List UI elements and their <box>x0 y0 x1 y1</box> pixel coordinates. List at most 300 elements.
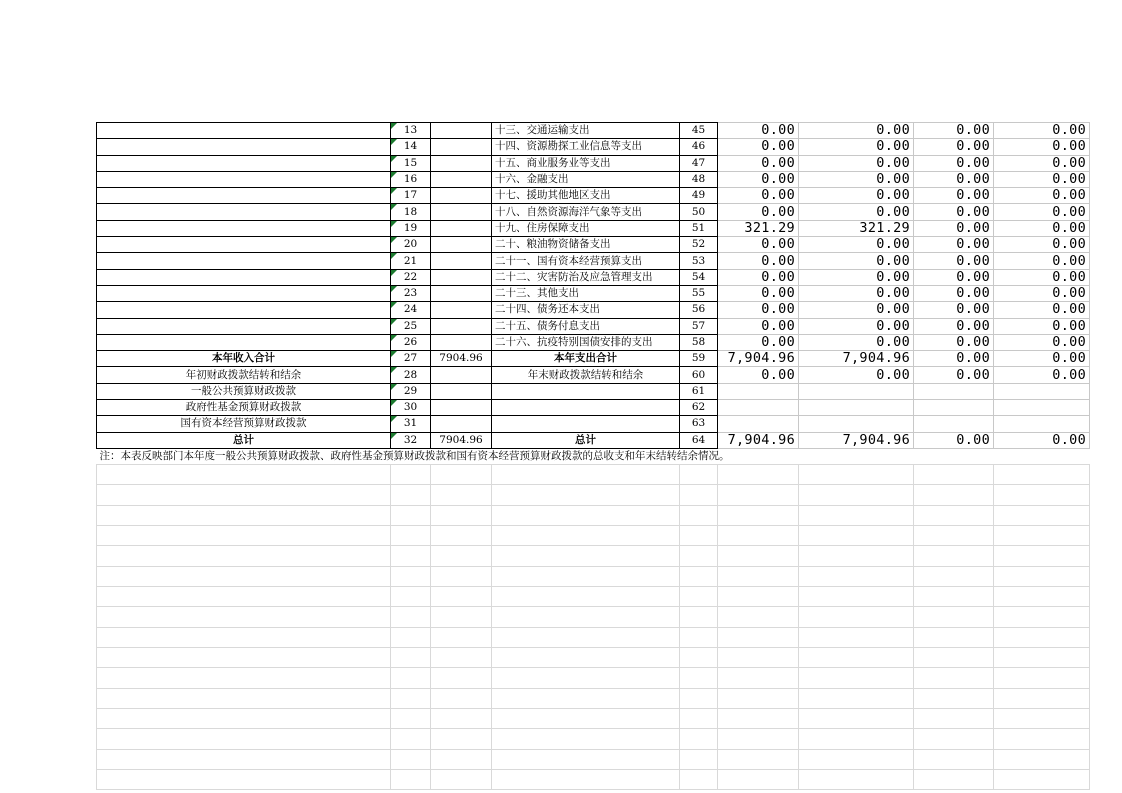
empty-cell[interactable] <box>994 648 1090 668</box>
empty-cell[interactable] <box>431 627 492 647</box>
empty-cell[interactable] <box>994 566 1090 586</box>
empty-cell[interactable] <box>718 485 799 505</box>
income-amount-cell[interactable] <box>431 367 492 383</box>
value-cell-1[interactable]: 0.00 <box>718 302 799 318</box>
income-line-number[interactable] <box>391 188 431 204</box>
income-label-cell[interactable]: 政府性基金预算财政拨款 <box>97 400 391 416</box>
empty-cell[interactable] <box>492 709 680 729</box>
value-cell-1[interactable]: 0.00 <box>718 123 799 139</box>
empty-cell[interactable] <box>391 729 431 749</box>
expense-line-number[interactable]: 62 <box>680 400 718 416</box>
expense-label-cell[interactable]: 二十三、其他支出 <box>492 285 680 301</box>
empty-cell[interactable] <box>97 668 391 688</box>
income-amount-cell[interactable] <box>431 302 492 318</box>
value-cell-3[interactable]: 0.00 <box>914 188 994 204</box>
empty-cell[interactable] <box>680 464 718 484</box>
empty-cell[interactable] <box>718 770 799 790</box>
income-amount-cell[interactable] <box>431 383 492 399</box>
empty-cell[interactable] <box>391 668 431 688</box>
value-cell-1[interactable]: 0.00 <box>718 253 799 269</box>
value-cell-1[interactable]: 0.00 <box>718 318 799 334</box>
empty-cell[interactable] <box>799 546 914 566</box>
income-label-cell[interactable] <box>97 188 391 204</box>
value-cell-4[interactable]: 0.00 <box>994 237 1090 253</box>
income-line-number[interactable] <box>391 416 431 432</box>
empty-cell[interactable] <box>994 770 1090 790</box>
value-cell-1[interactable]: 0.00 <box>718 237 799 253</box>
empty-cell[interactable] <box>799 749 914 769</box>
expense-line-number[interactable]: 52 <box>680 237 718 253</box>
income-line-number[interactable] <box>391 171 431 187</box>
value-cell-3[interactable]: 0.00 <box>914 139 994 155</box>
empty-cell[interactable] <box>718 566 799 586</box>
value-cell-4[interactable]: 0.00 <box>994 139 1090 155</box>
empty-cell[interactable] <box>431 566 492 586</box>
value-cell-1[interactable] <box>718 400 799 416</box>
empty-cell[interactable] <box>680 668 718 688</box>
empty-cell[interactable] <box>799 627 914 647</box>
empty-cell[interactable] <box>492 688 680 708</box>
empty-cell[interactable] <box>97 485 391 505</box>
value-cell-1[interactable]: 0.00 <box>718 367 799 383</box>
value-cell-1[interactable]: 0.00 <box>718 155 799 171</box>
value-cell-2[interactable]: 0.00 <box>799 171 914 187</box>
empty-cell[interactable] <box>799 485 914 505</box>
income-amount-cell[interactable] <box>431 171 492 187</box>
empty-cell[interactable] <box>492 587 680 607</box>
value-cell-2[interactable]: 0.00 <box>799 188 914 204</box>
empty-cell[interactable] <box>718 587 799 607</box>
empty-cell[interactable] <box>718 729 799 749</box>
empty-cell[interactable] <box>680 546 718 566</box>
empty-cell[interactable] <box>799 770 914 790</box>
value-cell-3[interactable] <box>914 400 994 416</box>
income-label-cell[interactable]: 国有资本经营预算财政拨款 <box>97 416 391 432</box>
empty-cell[interactable] <box>914 525 994 545</box>
empty-cell[interactable] <box>431 546 492 566</box>
empty-cell[interactable] <box>994 525 1090 545</box>
income-label-cell[interactable] <box>97 237 391 253</box>
value-cell-1[interactable]: 0.00 <box>718 188 799 204</box>
empty-cell[interactable] <box>718 668 799 688</box>
empty-cell[interactable] <box>97 688 391 708</box>
empty-cell[interactable] <box>799 525 914 545</box>
income-line-number[interactable] <box>391 318 431 334</box>
empty-cell[interactable] <box>799 566 914 586</box>
empty-cell[interactable] <box>994 485 1090 505</box>
empty-cell[interactable] <box>994 546 1090 566</box>
value-cell-2[interactable]: 0.00 <box>799 302 914 318</box>
empty-cell[interactable] <box>994 668 1090 688</box>
empty-cell[interactable] <box>718 464 799 484</box>
empty-cell[interactable] <box>431 505 492 525</box>
income-line-number[interactable] <box>391 351 431 367</box>
value-cell-4[interactable] <box>994 400 1090 416</box>
value-cell-4[interactable]: 0.00 <box>994 204 1090 220</box>
empty-cell[interactable] <box>914 607 994 627</box>
income-amount-cell[interactable] <box>431 123 492 139</box>
empty-cell[interactable] <box>914 648 994 668</box>
value-cell-3[interactable]: 0.00 <box>914 285 994 301</box>
expense-label-cell[interactable] <box>492 400 680 416</box>
empty-cell[interactable] <box>97 587 391 607</box>
income-line-number[interactable] <box>391 123 431 139</box>
value-cell-1[interactable]: 321.29 <box>718 220 799 236</box>
empty-cell[interactable] <box>492 485 680 505</box>
expense-line-number[interactable]: 46 <box>680 139 718 155</box>
empty-cell[interactable] <box>431 729 492 749</box>
value-cell-2[interactable]: 0.00 <box>799 155 914 171</box>
value-cell-1[interactable]: 0.00 <box>718 204 799 220</box>
value-cell-2[interactable]: 0.00 <box>799 334 914 350</box>
empty-cell[interactable] <box>680 688 718 708</box>
empty-cell[interactable] <box>97 464 391 484</box>
value-cell-3[interactable]: 0.00 <box>914 432 994 448</box>
value-cell-3[interactable]: 0.00 <box>914 351 994 367</box>
empty-cell[interactable] <box>914 688 994 708</box>
empty-cell[interactable] <box>391 709 431 729</box>
value-cell-3[interactable]: 0.00 <box>914 253 994 269</box>
empty-cell[interactable] <box>97 607 391 627</box>
empty-cell[interactable] <box>718 607 799 627</box>
empty-cell[interactable] <box>914 749 994 769</box>
expense-label-cell[interactable]: 十六、金融支出 <box>492 171 680 187</box>
empty-cell[interactable] <box>718 525 799 545</box>
expense-line-number[interactable]: 50 <box>680 204 718 220</box>
empty-cell[interactable] <box>431 485 492 505</box>
empty-cell[interactable] <box>799 648 914 668</box>
empty-cell[interactable] <box>391 505 431 525</box>
empty-cell[interactable] <box>492 464 680 484</box>
expense-line-number[interactable]: 49 <box>680 188 718 204</box>
expense-label-cell[interactable]: 十五、商业服务业等支出 <box>492 155 680 171</box>
empty-cell[interactable] <box>680 607 718 627</box>
value-cell-3[interactable]: 0.00 <box>914 171 994 187</box>
income-label-cell[interactable]: 总计 <box>97 432 391 448</box>
empty-cell[interactable] <box>97 749 391 769</box>
income-amount-cell[interactable] <box>431 400 492 416</box>
income-line-number[interactable] <box>391 334 431 350</box>
income-line-number[interactable] <box>391 302 431 318</box>
value-cell-4[interactable] <box>994 383 1090 399</box>
value-cell-3[interactable] <box>914 383 994 399</box>
value-cell-2[interactable]: 0.00 <box>799 253 914 269</box>
empty-cell[interactable] <box>431 587 492 607</box>
empty-cell[interactable] <box>799 709 914 729</box>
value-cell-2[interactable]: 7,904.96 <box>799 351 914 367</box>
empty-cell[interactable] <box>97 566 391 586</box>
expense-line-number[interactable]: 56 <box>680 302 718 318</box>
expense-label-cell[interactable]: 总计 <box>492 432 680 448</box>
expense-label-cell[interactable] <box>492 383 680 399</box>
empty-cell[interactable] <box>97 648 391 668</box>
empty-cell[interactable] <box>718 546 799 566</box>
value-cell-2[interactable] <box>799 383 914 399</box>
value-cell-4[interactable]: 0.00 <box>994 285 1090 301</box>
value-cell-3[interactable]: 0.00 <box>914 318 994 334</box>
value-cell-1[interactable] <box>718 416 799 432</box>
empty-cell[interactable] <box>680 525 718 545</box>
value-cell-2[interactable]: 0.00 <box>799 318 914 334</box>
income-amount-cell[interactable] <box>431 334 492 350</box>
value-cell-4[interactable]: 0.00 <box>994 269 1090 285</box>
empty-cell[interactable] <box>718 749 799 769</box>
value-cell-4[interactable]: 0.00 <box>994 188 1090 204</box>
value-cell-4[interactable]: 0.00 <box>994 123 1090 139</box>
income-label-cell[interactable]: 一般公共预算财政拨款 <box>97 383 391 399</box>
empty-cell[interactable] <box>718 688 799 708</box>
empty-cell[interactable] <box>492 729 680 749</box>
expense-line-number[interactable]: 60 <box>680 367 718 383</box>
value-cell-1[interactable]: 0.00 <box>718 171 799 187</box>
value-cell-4[interactable]: 0.00 <box>994 302 1090 318</box>
value-cell-1[interactable]: 0.00 <box>718 139 799 155</box>
empty-cell[interactable] <box>391 464 431 484</box>
empty-cell[interactable] <box>97 770 391 790</box>
empty-cell[interactable] <box>431 749 492 769</box>
income-line-number[interactable] <box>391 253 431 269</box>
empty-cell[interactable] <box>914 770 994 790</box>
empty-cell[interactable] <box>994 464 1090 484</box>
expense-label-cell[interactable]: 二十六、抗疫特别国债安排的支出 <box>492 334 680 350</box>
empty-cell[interactable] <box>431 464 492 484</box>
empty-cell[interactable] <box>799 505 914 525</box>
value-cell-1[interactable]: 0.00 <box>718 269 799 285</box>
empty-cell[interactable] <box>97 709 391 729</box>
income-line-number[interactable] <box>391 204 431 220</box>
expense-line-number[interactable]: 58 <box>680 334 718 350</box>
empty-cell[interactable] <box>97 627 391 647</box>
expense-line-number[interactable]: 54 <box>680 269 718 285</box>
empty-cell[interactable] <box>97 729 391 749</box>
value-cell-3[interactable]: 0.00 <box>914 302 994 318</box>
empty-cell[interactable] <box>391 587 431 607</box>
expense-label-cell[interactable]: 十四、资源勘探工业信息等支出 <box>492 139 680 155</box>
empty-cell[interactable] <box>994 709 1090 729</box>
expense-label-cell[interactable]: 十七、援助其他地区支出 <box>492 188 680 204</box>
empty-cell[interactable] <box>97 546 391 566</box>
empty-cell[interactable] <box>914 546 994 566</box>
empty-cell[interactable] <box>994 688 1090 708</box>
empty-cell[interactable] <box>391 525 431 545</box>
income-line-number[interactable] <box>391 237 431 253</box>
income-amount-cell[interactable] <box>431 139 492 155</box>
expense-line-number[interactable]: 47 <box>680 155 718 171</box>
income-label-cell[interactable] <box>97 334 391 350</box>
empty-cell[interactable] <box>914 709 994 729</box>
empty-cell[interactable] <box>492 607 680 627</box>
expense-label-cell[interactable]: 二十五、债务付息支出 <box>492 318 680 334</box>
empty-cell[interactable] <box>492 525 680 545</box>
empty-cell[interactable] <box>799 607 914 627</box>
empty-cell[interactable] <box>391 627 431 647</box>
empty-cell[interactable] <box>914 566 994 586</box>
empty-cell[interactable] <box>492 546 680 566</box>
empty-cell[interactable] <box>431 648 492 668</box>
expense-line-number[interactable]: 48 <box>680 171 718 187</box>
expense-label-cell[interactable]: 二十四、债务还本支出 <box>492 302 680 318</box>
empty-cell[interactable] <box>492 566 680 586</box>
empty-cell[interactable] <box>914 485 994 505</box>
empty-cell[interactable] <box>799 688 914 708</box>
value-cell-4[interactable]: 0.00 <box>994 220 1090 236</box>
income-amount-cell[interactable] <box>431 237 492 253</box>
expense-line-number[interactable]: 59 <box>680 351 718 367</box>
expense-line-number[interactable]: 64 <box>680 432 718 448</box>
empty-cell[interactable] <box>680 648 718 668</box>
value-cell-1[interactable] <box>718 383 799 399</box>
value-cell-3[interactable]: 0.00 <box>914 155 994 171</box>
expense-label-cell[interactable]: 十九、住房保障支出 <box>492 220 680 236</box>
income-amount-cell[interactable] <box>431 269 492 285</box>
empty-cell[interactable] <box>914 464 994 484</box>
empty-cell[interactable] <box>492 648 680 668</box>
empty-cell[interactable] <box>391 566 431 586</box>
value-cell-2[interactable] <box>799 416 914 432</box>
empty-cell[interactable] <box>994 729 1090 749</box>
expense-line-number[interactable]: 51 <box>680 220 718 236</box>
income-line-number[interactable] <box>391 285 431 301</box>
value-cell-3[interactable]: 0.00 <box>914 367 994 383</box>
empty-cell[interactable] <box>391 688 431 708</box>
empty-cell[interactable] <box>431 525 492 545</box>
value-cell-3[interactable]: 0.00 <box>914 220 994 236</box>
empty-cell[interactable] <box>718 709 799 729</box>
income-label-cell[interactable] <box>97 123 391 139</box>
empty-cell[interactable] <box>431 709 492 729</box>
empty-cell[interactable] <box>431 688 492 708</box>
income-amount-cell[interactable] <box>431 318 492 334</box>
expense-label-cell[interactable]: 十三、交通运输支出 <box>492 123 680 139</box>
income-line-number[interactable] <box>391 139 431 155</box>
value-cell-4[interactable]: 0.00 <box>994 253 1090 269</box>
value-cell-1[interactable]: 7,904.96 <box>718 351 799 367</box>
income-label-cell[interactable] <box>97 171 391 187</box>
value-cell-4[interactable]: 0.00 <box>994 432 1090 448</box>
empty-cell[interactable] <box>680 749 718 769</box>
empty-cell[interactable] <box>914 587 994 607</box>
income-amount-cell[interactable]: 7904.96 <box>431 432 492 448</box>
empty-cell[interactable] <box>994 749 1090 769</box>
income-label-cell[interactable] <box>97 253 391 269</box>
value-cell-4[interactable]: 0.00 <box>994 171 1090 187</box>
expense-line-number[interactable]: 61 <box>680 383 718 399</box>
empty-cell[interactable] <box>718 505 799 525</box>
empty-cell[interactable] <box>391 770 431 790</box>
income-line-number[interactable] <box>391 155 431 171</box>
empty-cell[interactable] <box>994 505 1090 525</box>
empty-cell[interactable] <box>718 627 799 647</box>
income-amount-cell[interactable] <box>431 416 492 432</box>
income-line-number[interactable] <box>391 383 431 399</box>
expense-line-number[interactable]: 63 <box>680 416 718 432</box>
value-cell-4[interactable]: 0.00 <box>994 155 1090 171</box>
expense-label-cell[interactable]: 二十、粮油物资储备支出 <box>492 237 680 253</box>
income-line-number[interactable] <box>391 367 431 383</box>
empty-cell[interactable] <box>492 505 680 525</box>
empty-cell[interactable] <box>492 749 680 769</box>
income-line-number[interactable] <box>391 220 431 236</box>
empty-cell[interactable] <box>97 525 391 545</box>
expense-label-cell[interactable]: 二十二、灾害防治及应急管理支出 <box>492 269 680 285</box>
expense-line-number[interactable]: 45 <box>680 123 718 139</box>
empty-cell[interactable] <box>799 668 914 688</box>
empty-cell[interactable] <box>391 648 431 668</box>
value-cell-2[interactable]: 0.00 <box>799 367 914 383</box>
empty-cell[interactable] <box>680 485 718 505</box>
empty-cell[interactable] <box>492 627 680 647</box>
expense-line-number[interactable]: 53 <box>680 253 718 269</box>
value-cell-2[interactable]: 0.00 <box>799 204 914 220</box>
empty-cell[interactable] <box>680 729 718 749</box>
empty-cell[interactable] <box>431 607 492 627</box>
value-cell-2[interactable]: 321.29 <box>799 220 914 236</box>
empty-cell[interactable] <box>914 668 994 688</box>
income-amount-cell[interactable] <box>431 253 492 269</box>
income-amount-cell[interactable] <box>431 188 492 204</box>
value-cell-2[interactable]: 0.00 <box>799 139 914 155</box>
income-amount-cell[interactable] <box>431 204 492 220</box>
value-cell-4[interactable]: 0.00 <box>994 334 1090 350</box>
value-cell-4[interactable] <box>994 416 1090 432</box>
value-cell-4[interactable]: 0.00 <box>994 351 1090 367</box>
income-amount-cell[interactable] <box>431 285 492 301</box>
income-label-cell[interactable] <box>97 318 391 334</box>
income-label-cell[interactable] <box>97 139 391 155</box>
empty-cell[interactable] <box>492 770 680 790</box>
empty-cell[interactable] <box>994 607 1090 627</box>
empty-cell[interactable] <box>680 505 718 525</box>
value-cell-3[interactable]: 0.00 <box>914 334 994 350</box>
income-amount-cell[interactable] <box>431 155 492 171</box>
value-cell-2[interactable]: 0.00 <box>799 285 914 301</box>
value-cell-4[interactable]: 0.00 <box>994 318 1090 334</box>
value-cell-3[interactable] <box>914 416 994 432</box>
empty-cell[interactable] <box>680 709 718 729</box>
income-label-cell[interactable]: 本年收入合计 <box>97 351 391 367</box>
empty-cell[interactable] <box>492 668 680 688</box>
empty-cell[interactable] <box>994 587 1090 607</box>
empty-cell[interactable] <box>680 627 718 647</box>
expense-label-cell[interactable]: 年末财政拨款结转和结余 <box>492 367 680 383</box>
expense-line-number[interactable]: 55 <box>680 285 718 301</box>
expense-label-cell[interactable]: 二十一、国有资本经营预算支出 <box>492 253 680 269</box>
empty-cell[interactable] <box>680 770 718 790</box>
empty-cell[interactable] <box>914 627 994 647</box>
value-cell-1[interactable]: 7,904.96 <box>718 432 799 448</box>
income-label-cell[interactable] <box>97 285 391 301</box>
empty-cell[interactable] <box>391 546 431 566</box>
income-amount-cell[interactable]: 7904.96 <box>431 351 492 367</box>
value-cell-2[interactable]: 0.00 <box>799 269 914 285</box>
value-cell-2[interactable]: 0.00 <box>799 123 914 139</box>
value-cell-3[interactable]: 0.00 <box>914 204 994 220</box>
income-label-cell[interactable] <box>97 269 391 285</box>
value-cell-3[interactable]: 0.00 <box>914 237 994 253</box>
income-label-cell[interactable]: 年初财政拨款结转和结余 <box>97 367 391 383</box>
empty-cell[interactable] <box>680 587 718 607</box>
empty-cell[interactable] <box>431 770 492 790</box>
empty-cell[interactable] <box>799 587 914 607</box>
value-cell-1[interactable]: 0.00 <box>718 285 799 301</box>
empty-cell[interactable] <box>97 505 391 525</box>
income-line-number[interactable] <box>391 432 431 448</box>
income-label-cell[interactable] <box>97 302 391 318</box>
expense-label-cell[interactable]: 十八、自然资源海洋气象等支出 <box>492 204 680 220</box>
income-label-cell[interactable] <box>97 155 391 171</box>
empty-cell[interactable] <box>914 505 994 525</box>
income-label-cell[interactable] <box>97 220 391 236</box>
